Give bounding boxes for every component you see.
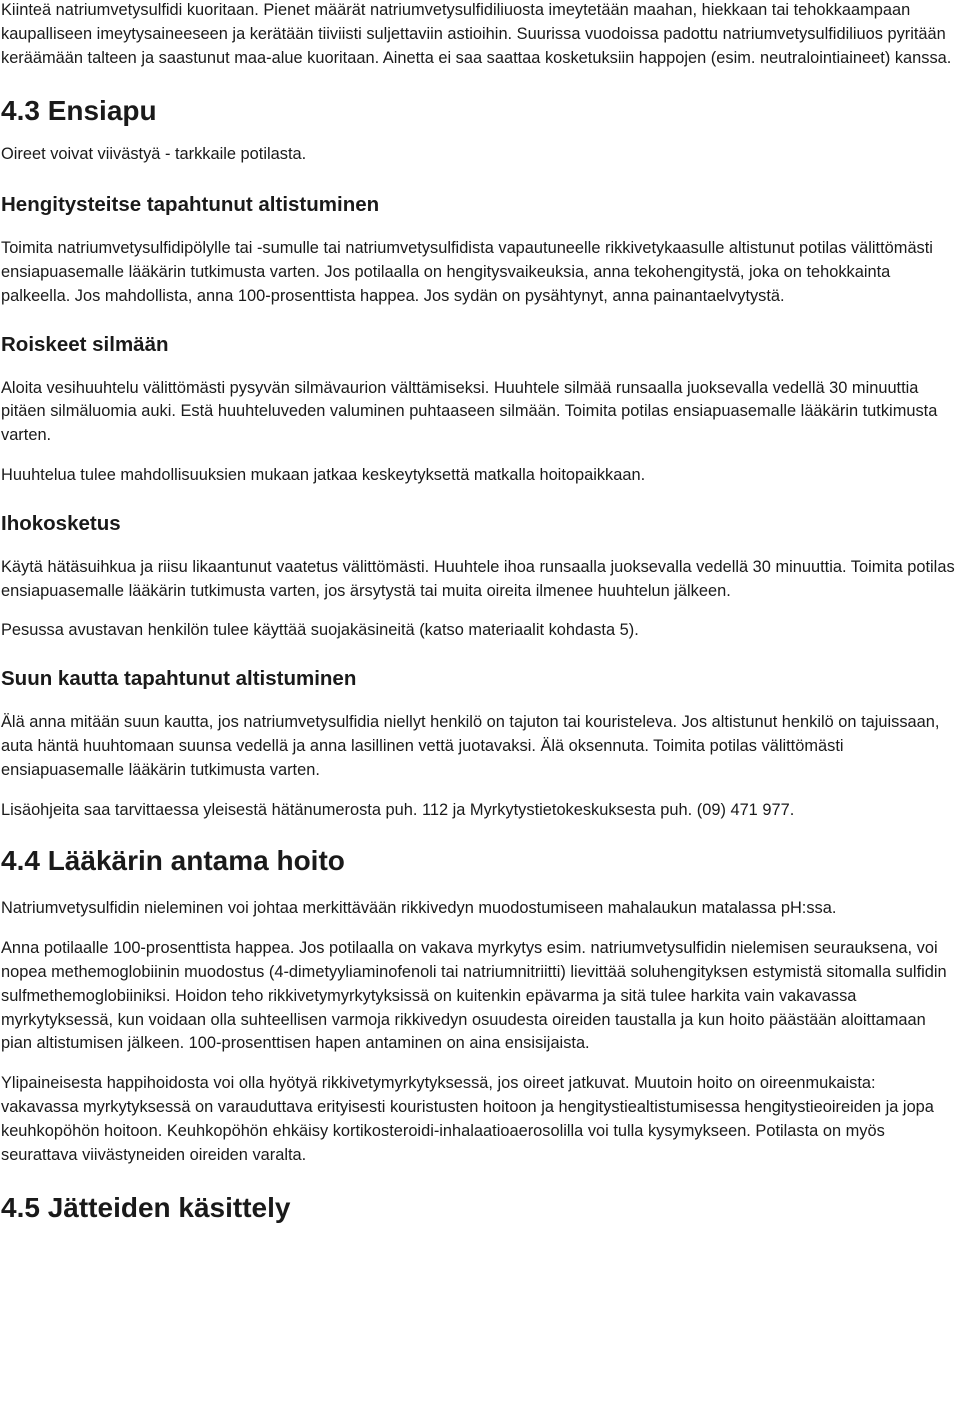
section-4-4-heading: 4.4 Lääkärin antama hoito [1,845,345,877]
skin-paragraph-1: Käytä hätäsuihkua ja riisu likaantunut vaatetus välittömästi. Huuhtele ihoa runsaalla juoksevalla vedellä 30 minuuttia. Toimita potilas ensiapuasemalle lääkärin tutkimusta varten, jos ärsytystä tai muita oireita ilmenee huuhtelun jälkeen. [1,557,955,600]
doctor-paragraph-3: Ylipaineisesta happihoidosta voi olla hyötyä rikkivetymyrkytyksessä, jos oireet jatkuvat. Muutoin hoito on oireenmukaista: vakavassa myrkytyksessä on varauduttava erityisesti kouristusten hoitoon ja hengitystiealtistumisessa hengitystieoireiden ja jopa keuhkopöhön hoitoon. Keuhkopöhön ehkäisy kortikosteroidi-inhalaatioaerosolilla voi tulla kysymykseen. Potilasta on myös seurattava viivästyneiden oireiden varalta. [1,1074,934,1164]
ingestion-paragraph-2: Lisäohjeita saa tarvittaessa yleisestä hätänumerosta puh. 112 ja Myrkytystietokeskuksesta puh. (09) 471 977. [1,800,795,819]
intro-paragraph: Kiinteä natriumvetysulfidi kuoritaan. Pienet määrät natriumvetysulfidiliuosta imeytetään maahan, hiekkaan tai tehokkaampaan kaupalliseen imeytysaineeseen ja kerätään tiiviisti suljettaviin astioihin. Suurissa vuodoissa padottu natriumvetysulfidiliuos pyritään keräämään talteen ja saastunut maa-alue kuoritaan. Ainetta ei saa saattaa kosketuksiin happojen (esim. neutralointiaineet) kanssa. [1,1,952,67]
section-4-3-intro: Oireet voivat viivästyä - tarkkaile potilasta. [1,145,307,164]
eyes-heading: Roiskeet silmään [1,332,169,356]
eyes-paragraph-2: Huuhtelua tulee mahdollisuuksien mukaan jatkaa keskeytyksettä matkalla hoitopaikkaan. [1,465,646,484]
inhalation-paragraph: Toimita natriumvetysulfidipölylle tai -sumulle tai natriumvetysulfidista vapautuneelle rikkivetykaasulle altistunut potilas välittömästi ensiapuasemalle lääkärin tutkimusta varten. Jos potilaalla on hengitysvaikeuksia, anna tekohengitystä, joka on tehokkainta palkeella. Jos mahdollista, anna 100-prosenttista happea. Jos sydän on pysähtynyt, anna painantaelvytystä. [1,239,933,305]
eyes-paragraph-1: Aloita vesihuuhtelu välittömästi pysyvän silmävaurion välttämiseksi. Huuhtele silmää runsaalla juoksevalla vedellä 30 minuuttia pitäen silmäluomia auki. Estä huuhteluveden valuminen puhtaaseen silmään. Toimita potilas ensiapuasemalle lääkärin tutkimusta varten. [1,378,938,445]
skin-paragraph-2: Pesussa avustavan henkilön tulee käyttää suojakäsineitä (katso materiaalit kohdasta 5). [1,621,639,640]
section-4-5-heading: 4.5 Jätteiden käsittely [1,1192,291,1224]
ingestion-heading: Suun kautta tapahtunut altistuminen [1,667,357,691]
section-4-3-heading: 4.3 Ensiapu [1,95,157,127]
ingestion-paragraph-1: Älä anna mitään suun kautta, jos natriumvetysulfidia niellyt henkilö on tajuton tai kouristeleva. Jos altistunut henkilö on tajuissaan, auta häntä huuhtomaan suunsa vedellä ja anna lasillinen vettä juotavaksi. Älä oksennuta. Toimita potilas välittömästi ensiapuasemalle lääkärin tutkimusta varten. [1,713,940,779]
doctor-paragraph-2: Anna potilaalle 100-prosenttista happea. Jos potilaalla on vakava myrkytys esim. natriumvetysulfidin nielemisen seurauksena, voi nopea methemoglobiinin muodostus (4-dimetyyliaminofenoli tai natriumnitriitti) lievittää soluhengityksen estymistä sitomalla sulfidin sulfmethemoglobiiniksi. Hoidon teho rikkivetymyrkytyksissä on kuitenkin epävarma ja sitä tulee harkita vain vakavassa myrkytyksessä, kun voidaan olla suhteellisen varmoja rikkivedyn osuudesta oireiden taustalla ja kun hoito päästään aloittamaan pian altistumisen jälkeen. 100-prosenttisen hapen antaminen on aina ensisijaista. [1,939,947,1053]
skin-heading: Ihokosketus [1,511,121,535]
inhalation-heading: Hengitysteitse tapahtunut altistuminen [1,193,380,217]
doctor-paragraph-1: Natriumvetysulfidin nieleminen voi johtaa merkittävään rikkivedyn muodostumiseen mahalaukun matalassa pH:ssa. [1,899,837,918]
